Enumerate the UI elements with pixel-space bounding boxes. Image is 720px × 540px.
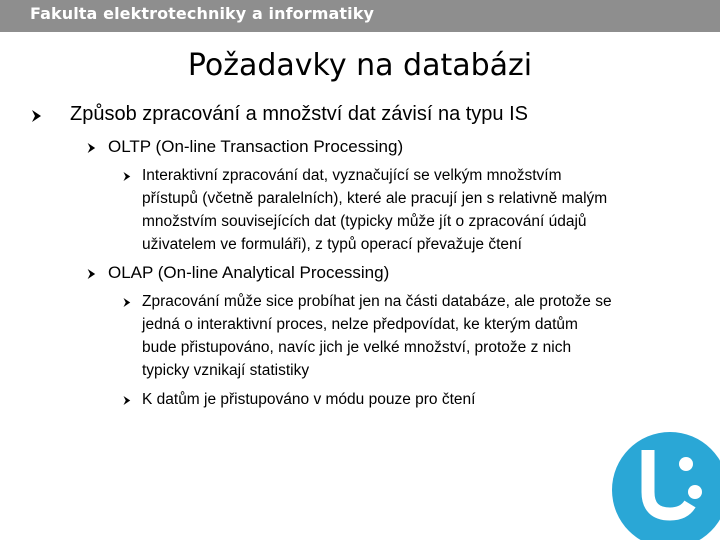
bullet-main: Způsob zpracování a množství dat závisí na typu IS — [70, 103, 529, 125]
olap-note: K datům je přistupováno v módu pouze pro čtení — [142, 391, 476, 408]
bullet-olap: OLAP (On-line Analytical Processing) — [108, 263, 390, 282]
olap-detail-line: jedná o interaktivní proces, nelze předpovídat, ke kterým datům — [142, 316, 578, 333]
chevron-right-icon — [30, 110, 42, 122]
page-title: Požadavky na databázi — [187, 48, 533, 83]
chevron-right-icon — [86, 269, 96, 279]
olap-detail-line: bude přistupováno, navíc jich je velké množství, protože z nich — [142, 339, 572, 356]
bullet-oltp: OLTP (On-line Transaction Processing) — [108, 137, 404, 156]
chevron-right-icon — [122, 298, 131, 307]
olap-detail-line: Zpracování může sice probíhat jen na části databáze, ale protože se — [142, 293, 612, 310]
header-bar — [0, 0, 720, 32]
faculty-name: Fakulta elektrotechniky a informatiky — [30, 4, 375, 23]
chevron-right-icon — [86, 143, 96, 153]
chevron-right-icon — [122, 172, 131, 181]
oltp-detail-line: Interaktivní zpracování dat, vyznačující se velkým množstvím — [142, 167, 562, 184]
oltp-detail-line: uživatelem ve formuláři), z typů operací převažuje čtení — [142, 236, 522, 253]
oltp-detail-line: přístupů (včetně paralelních), které ale pracují jen s relativně malým — [142, 190, 608, 207]
oltp-detail-line: množstvím souvisejících dat (typicky může jít o zpracování údajů — [142, 213, 587, 230]
university-logo — [610, 430, 720, 540]
chevron-right-icon — [122, 396, 131, 405]
olap-detail-line: typicky vznikají statistiky — [142, 362, 310, 379]
